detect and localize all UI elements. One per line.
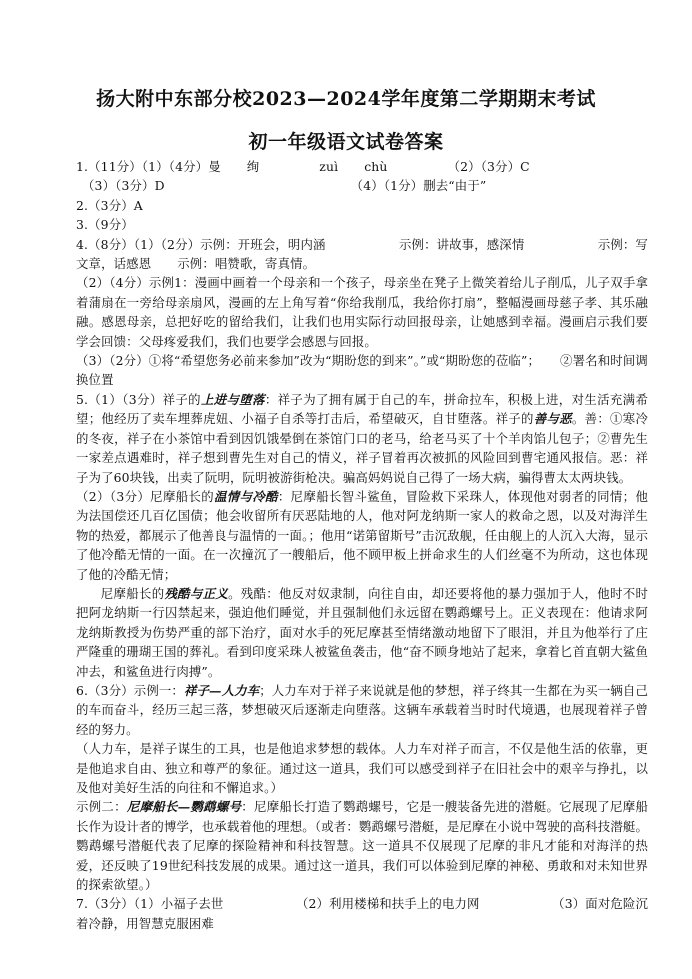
q7-line1: 7.（3分）（1）小福子去世 （2）利用楼梯和扶手上的电力网 （3）面对危险沉: [76, 896, 648, 912]
q2-answer: 2.（3分）A: [76, 197, 143, 213]
q4-line1: 4.（8分）（1）（2分）示例：开班会，明内涵 示例：讲故事，感深情 示例：写: [76, 236, 648, 252]
q6-part1: 6.（3分）示例一：祥子—人力车；人力车对于祥子来说就是他的梦想，祥子终其一生都在为买一辆自己的车而奋斗，经历三起三落，梦想破灭后逐渐走向堕落。这辆车承载着当时时代境遇，也展现着祥子曾经的努力。: [76, 682, 648, 737]
q5-part3: 尼摩船长的残酷与正义。残酷：他反对奴隶制，向往自由，却还要将他的暴力强加于人，他时不时把阿龙纳斯一行囚禁起来，强迫他们睡觉，并且强制他们永远留在鹦鹉螺号上。正义表现在：他请求阿龙纳斯教授为伤势严重的部下治疗，面对水手的死尼摩甚至情绪激动地留下了眼泪，并且为他举行了庄严隆重的珊瑚王国的葬礼。看到印度采珠人被鲨鱼袭击，他“奋不顾身地站了起来，拿着匕首直朝大鲨鱼冲去，和鲨鱼进行肉搏”。: [76, 585, 649, 679]
q4-part3: （3）（2分）①将“希望您务必前来参加”改为“期盼您的到来”。”或“期盼您的莅临”； ②署名和时间调换位置: [76, 353, 648, 388]
q6-part2: （人力车，是祥子谋生的工具，也是他追求梦想的载体。人力车对祥子而言，不仅是他生活的依靠，更是他追求自由、独立和尊严的象征。通过这一道具，我们可以感受到祥子在旧社会中的艰辛与挣扎，以及他对美好生活的向往和不懈追求。）: [76, 741, 648, 795]
q5-part1: 5.（1）（3分）祥子的上进与堕落：祥子为了拥有属于自己的车，拼命拉车，积极上进，对生活充满希望；他经历了卖车埋葬虎妞、小福子自杀等打击后，希望破灭，自甘堕落。祥子的善与恶。善：①寒冷的冬夜，祥子在小茶馆中看到因饥饿晕倒在茶馆门口的老马，给老马买了十个羊肉馅儿包子；②曹先生一家差点遇难时，祥子想到曹先生对自己的情义，祥子冒着再次被抓的风险回到曹宅通风报信。恶：祥子为了60块钱，出卖了阮明，阮明被游街枪决。骗高妈妈说自己得了一场大病，骗得曹太太两块钱。: [76, 391, 649, 485]
exam-subtitle: 初一年级语文试卷答案: [248, 131, 444, 153]
q6-part3: 示例二：尼摩船长—鹦鹉螺号：尼摩船长打造了鹦鹉螺号，它是一艘装备先进的潜艇。它展现了尼摩船长作为设计者的博学，也承载着他的理想。（或者：鹦鹉螺号潜艇，是尼摩在小说中驾驶的高科技潜艇。鹦鹉螺号潜艇代表了尼摩的探险精神和科技智慧。这一道具不仅展现了尼摩的非凡才能和对海洋的热爱，还反映了19世纪科技发展的成果。通过这一道具，我们可以体验到尼摩的神秘、勇敢和对未知世界的探索欲望。）: [76, 799, 648, 893]
q3-answer: 3.（9分）: [76, 217, 134, 233]
q1-line2: （3）（3分）D （4）（1分）删去“由于”: [82, 178, 487, 194]
q4-part2: （2）（4分）示例1：漫画中画着一个母亲和一个孩子，母亲坐在凳子上微笑着给儿子削瓜，儿子双手拿着蒲扇在一旁给母亲扇风，漫画的左上角写着“你给我削瓜，我给你打扇”，整幅漫画母慈子孝、其乐融融。感恩母亲，总把好吃的留给我们，让我们也用实际行动回报母亲，让她感到幸福。漫画启示我们要学会回馈：父母疼爱我们，我们也要学会感恩与回报。: [76, 275, 648, 349]
exam-title: 扬大附中东部分校2023—2024学年度第二学期期末考试: [96, 88, 596, 110]
q5-part2: （2）（3分）尼摩船长的温情与冷酷：尼摩船长智斗鲨鱼，冒险救下采珠人，体现他对弱者的同情；他为法国偿还几百亿国债；他会收留所有厌恶陆地的人，他对阿龙纳斯一家人的救命之恩，以及对海洋生物的热爱，都展示了他善良与温情的一面。；他用“诺第留斯号”击沉敌舰，任由舰上的人沉入大海，显示了他冷酷无情的一面。在一次撞沉了一艘船后，他不顾甲板上拼命求生的人们丝毫不为所动，这也体现了他的冷酷无情；: [76, 488, 648, 582]
answer-body: [76, 157, 648, 933]
q7-line2: 着冷静，用智慧克服困难: [76, 915, 214, 931]
q1-line1: 1.（11分）（1）（4分）曼 绚 zuì chù （2）（3分）C: [76, 159, 530, 174]
q4-line2: 文章，话感恩 示例：唱赞歌，寄真情。: [76, 256, 316, 272]
